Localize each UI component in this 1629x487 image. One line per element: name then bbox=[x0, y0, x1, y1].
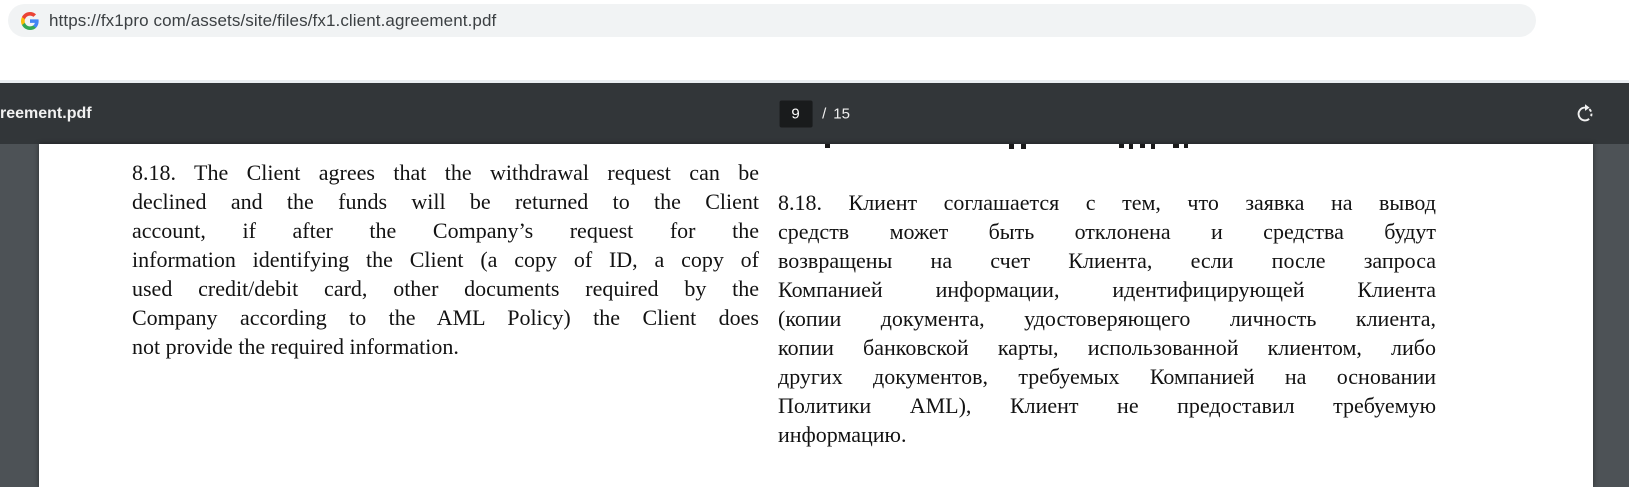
doc-line-en: Company according to the AML Policy) the Client does bbox=[132, 305, 759, 330]
cutoff-text-remnant bbox=[1140, 144, 1145, 148]
pdf-filename: reement.pdf bbox=[0, 104, 92, 122]
page-number-input[interactable] bbox=[779, 100, 812, 127]
doc-line-ru: возвращены на счет Клиента, если после запроса bbox=[778, 248, 1436, 273]
doc-line-en: 8.18. The Client agrees that the withdrawal request can be bbox=[132, 160, 759, 185]
pdf-page bbox=[39, 144, 1593, 487]
doc-line-en: declined and the funds will be returned to the Client bbox=[132, 189, 759, 214]
rotate-button[interactable] bbox=[1571, 100, 1599, 128]
doc-line-ru: информацию. bbox=[778, 422, 907, 447]
cutoff-text-remnant bbox=[1119, 144, 1124, 148]
doc-line-ru: (копии документа, удостоверяющего личность клиента, bbox=[778, 306, 1436, 331]
url-bar[interactable] bbox=[8, 4, 1536, 37]
doc-line-ru: 8.18. Клиент соглашается с тем, что заявка на вывод bbox=[778, 190, 1436, 215]
rotate-clockwise-icon bbox=[1574, 103, 1596, 125]
doc-line-ru: копии банковской карты, использованной клиентом, либо bbox=[778, 335, 1436, 360]
page-controls bbox=[779, 100, 850, 127]
doc-line-ru: Компанией информации, идентифицирующей Клиента bbox=[778, 277, 1436, 302]
cutoff-text-remnant bbox=[1184, 144, 1188, 148]
doc-line-ru: других документов, требуемых Компанией на основании bbox=[778, 364, 1436, 389]
google-g-icon bbox=[21, 12, 39, 30]
document-column-english bbox=[132, 158, 759, 361]
pdf-viewport[interactable] bbox=[0, 144, 1629, 487]
doc-line-en: used credit/debit card, other documents required by the bbox=[132, 276, 759, 301]
doc-line-ru: Политики AML), Клиент не предоставил требуемую bbox=[778, 393, 1436, 418]
page-total: 15 bbox=[833, 105, 850, 122]
doc-line-en: not provide the required information. bbox=[132, 334, 459, 359]
document-column-russian bbox=[778, 188, 1436, 449]
cutoff-text-remnant bbox=[1009, 144, 1014, 149]
doc-line-en: account, if after the Company’s request for the bbox=[132, 218, 759, 243]
cutoff-text-remnant bbox=[1151, 144, 1155, 149]
pdf-toolbar bbox=[0, 83, 1629, 144]
page-divider: / bbox=[822, 105, 827, 122]
url-text[interactable]: https://fx1pro com/assets/site/files/fx1.client.agreement.pdf bbox=[49, 10, 497, 30]
doc-line-ru: средств может быть отклонена и средства будут bbox=[778, 219, 1436, 244]
cutoff-text-remnant bbox=[1173, 144, 1179, 148]
doc-line-en: information identifying the Client (a copy of ID, a copy of bbox=[132, 247, 759, 272]
cutoff-text-remnant bbox=[1021, 144, 1026, 149]
cutoff-text-remnant bbox=[1129, 144, 1133, 149]
cutoff-text-remnant bbox=[825, 144, 830, 148]
browser-address-bar bbox=[0, 0, 1629, 80]
